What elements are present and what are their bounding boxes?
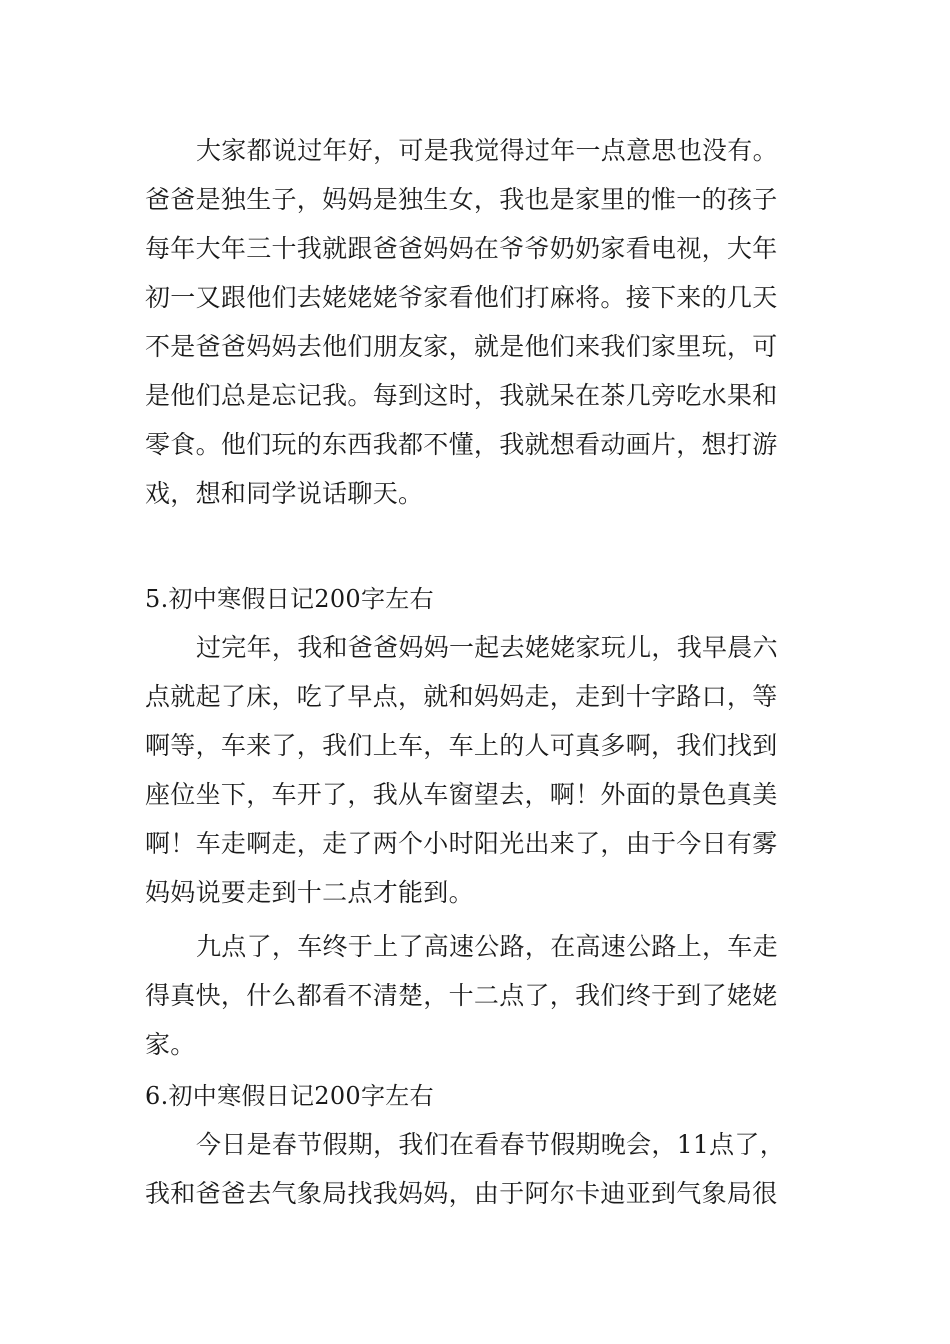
paragraph-line: 座位坐下，车开了，我从车窗望去，啊！外面的景色真美: [145, 780, 778, 809]
paragraph-line: 我和爸爸去气象局找我妈妈，由于阿尔卡迪亚到气象局很: [145, 1179, 778, 1208]
paragraph-line: 得真快，什么都看不清楚，十二点了，我们终于到了姥姥: [145, 981, 778, 1010]
paragraph-line: 每年大年三十我就跟爸爸妈妈在爷爷奶奶家看电视，大年: [145, 234, 778, 263]
paragraph-line: 零食。他们玩的东西我都不懂，我就想看动画片，想打游: [145, 430, 778, 459]
paragraph-line: 爸爸是独生子，妈妈是独生女，我也是家里的惟一的孩子: [145, 185, 778, 214]
paragraph-line: 大家都说过年好，可是我觉得过年一点意思也没有。: [196, 136, 778, 165]
paragraph-line: 戏，想和同学说话聊天。: [145, 479, 424, 508]
paragraph-line: 不是爸爸妈妈去他们朋友家，就是他们来我们家里玩，可: [145, 332, 778, 361]
paragraph-line: 初一又跟他们去姥姥姥爷家看他们打麻将。接下来的几天: [145, 283, 778, 312]
paragraph-line: 点就起了床，吃了早点，就和妈妈走，走到十字路口，等: [145, 682, 778, 711]
paragraph-line: 过完年，我和爸爸妈妈一起去姥姥家玩儿，我早晨六: [196, 633, 778, 662]
section-heading: 5.初中寒假日记200字左右: [145, 585, 434, 613]
paragraph-line: 九点了，车终于上了高速公路，在高速公路上，车走: [196, 932, 778, 961]
paragraph-line: 是他们总是忘记我。每到这时，我就呆在茶几旁吃水果和: [145, 381, 778, 410]
section-heading: 6.初中寒假日记200字左右: [145, 1082, 434, 1110]
paragraph-line: 啊！车走啊走，走了两个小时阳光出来了，由于今日有雾: [145, 829, 778, 858]
paragraph-line: 家。: [145, 1030, 196, 1059]
paragraph-line: 啊等，车来了，我们上车，车上的人可真多啊，我们找到: [145, 731, 778, 760]
paragraph-line: 妈妈说要走到十二点才能到。: [145, 878, 474, 907]
paragraph-line: 今日是春节假期，我们在看春节假期晚会，11点了，: [196, 1130, 786, 1159]
